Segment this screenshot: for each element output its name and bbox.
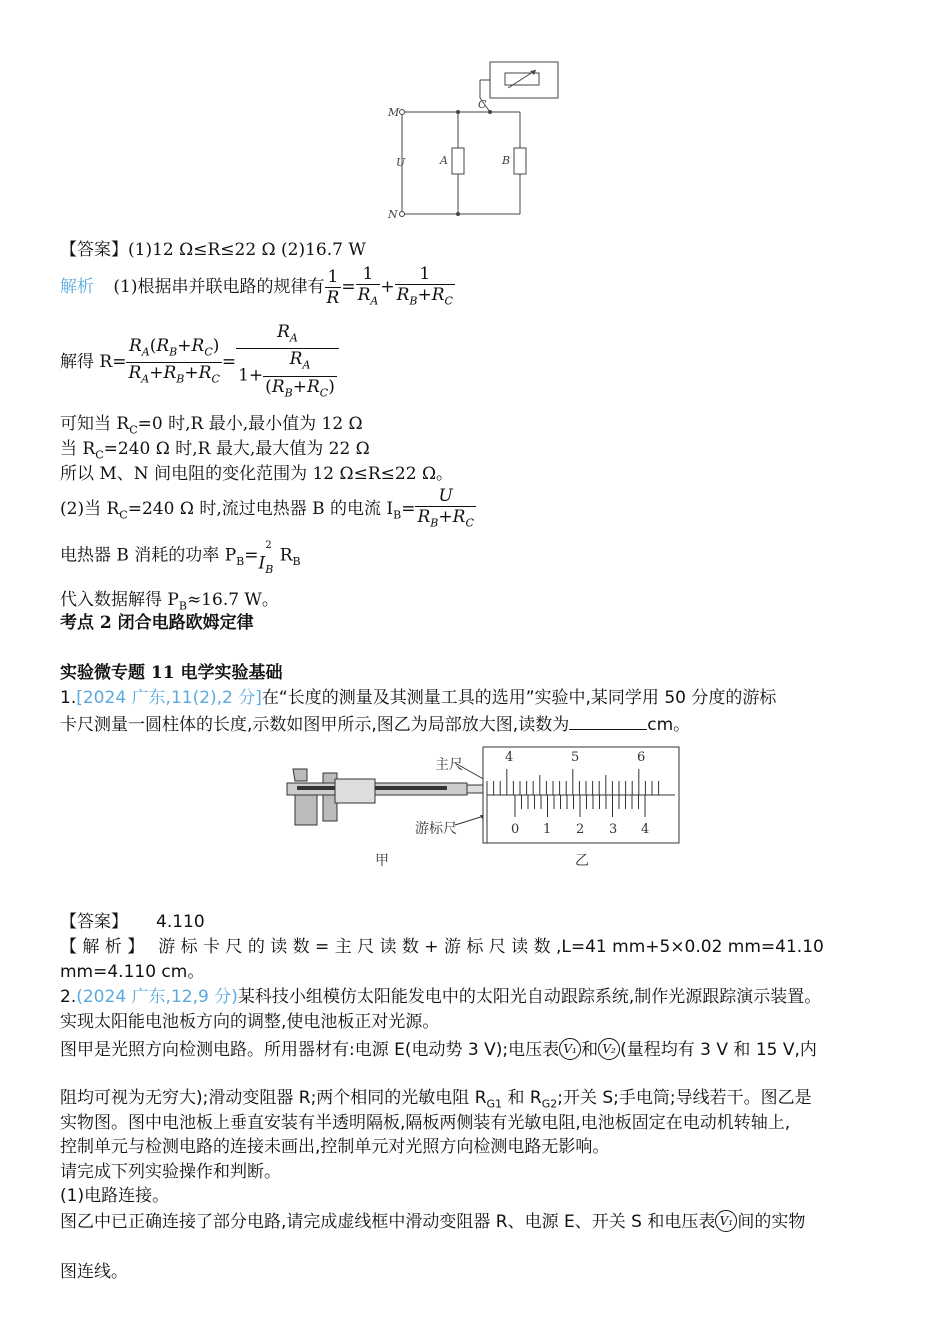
q2-line10: 图连线。 bbox=[60, 1262, 128, 1282]
formula-1-over-ra: $\frac{1}{R_A}$ bbox=[357, 264, 379, 308]
label-n: N bbox=[388, 208, 398, 221]
analysis1-line4: 当 $R_C=240$ Ω 时,R 最大,最大值为 22 Ω bbox=[60, 439, 370, 462]
main-tick-6: 6 bbox=[637, 750, 646, 765]
q2-line1: 2.(2024 广东,12,9 分)某科技小组模仿太阳能发电中的太阳光自动跟踪系统,制作光源跟踪演示装置。 bbox=[60, 987, 822, 1007]
analysis1-line7: 电热器 B 消耗的功率 $P_B=I_B^2R_B$ bbox=[60, 540, 301, 577]
q2-line4: 阻均可视为无穷大);滑动变阻器 R;两个相同的光敏电阻 $R_{G1}$ 和 $R_{G2}$;开关 S;手电筒;导线若干。图乙是 bbox=[60, 1088, 812, 1111]
q2-line3: 图甲是光照方向检测电路。所用器材有:电源 E(电动势 3 V);电压表 V₁ 和 V₂ (量程均有 3 V 和 15 V,内 bbox=[60, 1040, 817, 1060]
caption-jia: 甲 bbox=[375, 853, 389, 869]
heading-kaodian2: 考点 2 闭合电路欧姆定律 bbox=[60, 613, 254, 633]
vernier-tick-2: 2 bbox=[576, 822, 585, 837]
analysis2-line1: 【 解 析 】 游 标 卡 尺 的 读 数 = 主 尺 读 数 + 游 标 尺 读 数 ,L=41 mm+5×0.02 mm=41.10 bbox=[60, 937, 824, 957]
q1-answer-blank[interactable] bbox=[569, 711, 647, 730]
analysis1-line1: 解析 (1)根据串并联电路的规律有 $\frac{1}{R}$ = $\frac{1}{R_A}$ + $\frac{1}{R_B+R_C}$ bbox=[60, 264, 455, 311]
formula-ib: $\frac{U}{R_B+R_C}$ bbox=[417, 486, 474, 530]
formula-r-simplified: $R_A$ 1+ $\frac{R_A}{(R_B+R_C)}$ bbox=[236, 322, 339, 403]
voltmeter-v1-icon: V₁ bbox=[559, 1038, 581, 1060]
vernier-tick-0: 0 bbox=[511, 822, 520, 837]
analysis1-line2: 解得 R= $\frac{R_A(R_B+R_C)}{R_A+R_B+R_C}$ = $R_A$ 1+ $\frac{R_A}{(R_B+R_C)}$ bbox=[60, 322, 339, 403]
answer1-text: (1)12 Ω≤R≤22 Ω (2)16.7 W bbox=[128, 240, 366, 260]
formula-1-over-r: $\frac{1}{R}$ bbox=[326, 267, 340, 309]
q1-line1: 1.[2024 广东,11(2),2 分]在“长度的测量及其测量工具的选用”实验中,某同学用 50 分度的游标 bbox=[60, 688, 777, 708]
heading-experiment: 实验微专题 11 电学实验基础 bbox=[60, 663, 283, 683]
circuit-diagram bbox=[380, 58, 570, 224]
voltmeter-v1-icon-2: V₁ bbox=[715, 1210, 737, 1232]
q2-line5: 实物图。图中电池板上垂直安装有半透明隔板,隔板两侧装有光敏电阻,电池板固定在电动机转轴上, bbox=[60, 1113, 791, 1133]
q1-source: [2024 广东,11(2),2 分] bbox=[76, 688, 262, 708]
label-m: M bbox=[388, 106, 400, 119]
label-u: U bbox=[396, 156, 406, 169]
caliper-figure bbox=[275, 745, 695, 875]
analysis1-line5: 所以 M、N 间电阻的变化范围为 12 Ω≤R≤22 Ω。 bbox=[60, 464, 454, 484]
formula-r-expanded: $\frac{R_A(R_B+R_C)}{R_A+R_B+R_C}$ bbox=[128, 335, 220, 386]
caliper-body bbox=[287, 769, 483, 825]
analysis1-l1: (1)根据串并联电路的规律有 bbox=[113, 277, 325, 298]
vernier-tick-3: 3 bbox=[609, 822, 618, 837]
main-tick-4: 4 bbox=[505, 750, 514, 765]
q1-num: 1. bbox=[60, 688, 77, 708]
label-c: C bbox=[478, 98, 487, 111]
q2-line6: 控制单元与检测电路的连接未画出,控制单元对光照方向检测电路无影响。 bbox=[60, 1137, 610, 1157]
analysis1-line3: 可知当 $R_C=0$ 时,R 最小,最小值为 12 Ω bbox=[60, 414, 363, 437]
caption-yi: 乙 bbox=[575, 853, 589, 869]
q2-line9: 图乙中已正确连接了部分电路,请完成虚线框中滑动变阻器 R、电源 E、开关 S 和电压表 V₁ 间的实物 bbox=[60, 1212, 806, 1232]
voltmeter-v2-icon: V₂ bbox=[598, 1038, 620, 1060]
rheostat-box bbox=[490, 62, 558, 98]
analysis1-line8: 代入数据解得 $P_B\approx 16.7$ W。 bbox=[60, 590, 279, 613]
answer1-tag: 【答案】 bbox=[60, 240, 128, 260]
analysis1-tag: 解析 bbox=[60, 277, 94, 298]
vernier-tick-1: 1 bbox=[543, 822, 552, 837]
q2-line8: (1)电路连接。 bbox=[60, 1186, 170, 1206]
resistor-b bbox=[514, 148, 526, 174]
label-a: A bbox=[440, 154, 448, 167]
q2-line7: 请完成下列实验操作和判断。 bbox=[60, 1162, 281, 1182]
formula-1-over-rbrc: $\frac{1}{R_B+R_C}$ bbox=[396, 264, 453, 308]
q2-line2: 实现太阳能电池板方向的调整,使电池板正对光源。 bbox=[60, 1012, 440, 1032]
label-main-scale: 主尺 bbox=[435, 757, 463, 773]
label-vernier: 游标尺 bbox=[415, 821, 457, 837]
vernier-tick-4: 4 bbox=[641, 822, 650, 837]
resistor-a bbox=[452, 148, 464, 174]
analysis1-l2: 解得 R= bbox=[60, 352, 127, 373]
main-tick-5: 5 bbox=[571, 750, 580, 765]
answer2-line: 【答案】 4.110 bbox=[60, 912, 205, 932]
analysis1-line6: (2)当 $R_C=240$ Ω 时,流过电热器 B 的电流 $I_B=$ $\frac{U}{R_B+R_C}$ bbox=[60, 486, 476, 539]
answer1-line bbox=[60, 238, 366, 262]
q1-line2: 卡尺测量一圆柱体的长度,示数如图甲所示,图乙为局部放大图,读数为 cm。 bbox=[60, 711, 690, 737]
analysis2-line2: mm=4.110 cm。 bbox=[60, 962, 205, 982]
label-b: B bbox=[502, 154, 511, 167]
